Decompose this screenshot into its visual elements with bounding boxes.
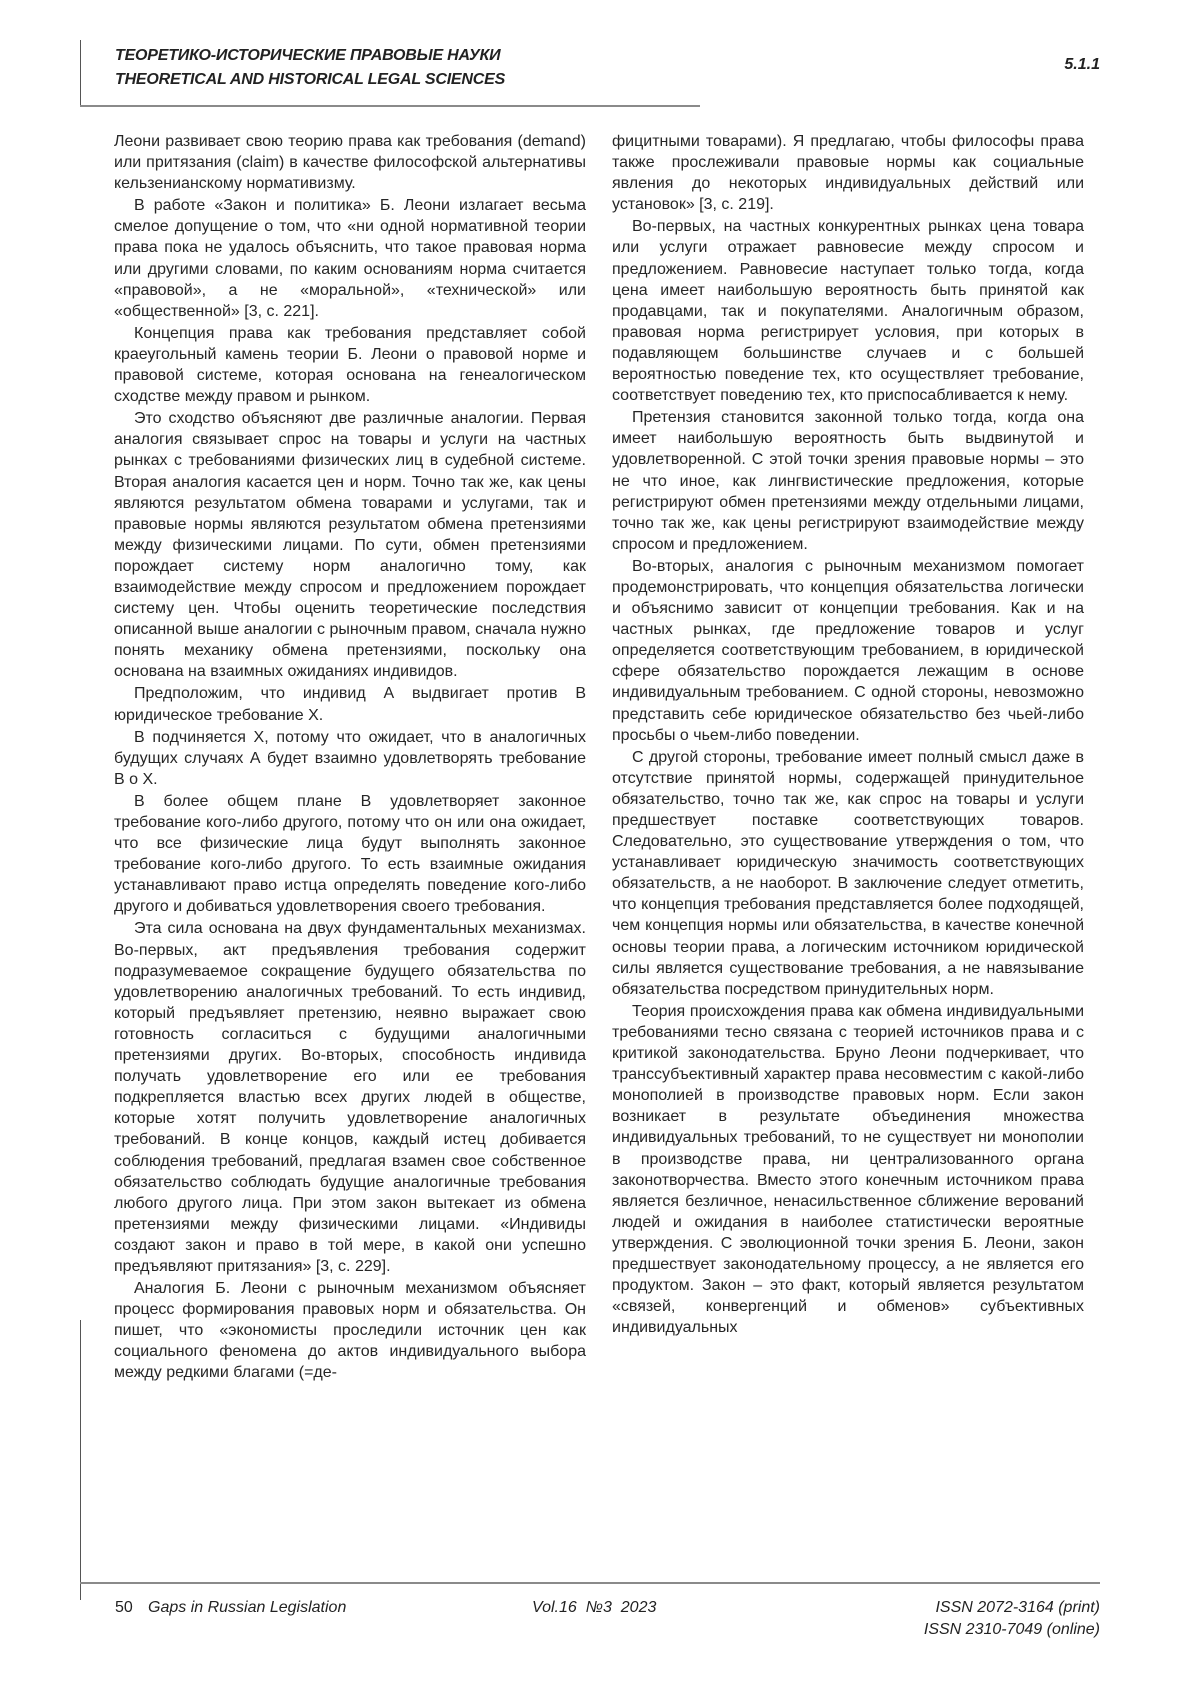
paragraph: С другой стороны, требование имеет полный смысл даже в отсутствие принятой нормы, содержащей принудительное обязательство, точно так же, как спрос на товары и услуги предшествует поставке соответствующих товаров. Следовательно, это существование утверждения о том, что устанавливает юридическую значимость соответствующих обязательств, а не наоборот. В заключение следует отметить, что концепция требования представляется более подходящей, чем концепция нормы или обязательства, в качестве конечной основы теории права, а логическим источником юридической силы является существование требования, а не навязывание обязательства посредством принудительных норм. xyxy=(612,747,1084,1000)
header-vertical-rule xyxy=(80,40,81,106)
right-column xyxy=(612,131,1084,1339)
issn-print: ISSN 2072-3164 (print) xyxy=(924,1597,1100,1619)
section-code: 5.1.1 xyxy=(1064,56,1100,74)
paragraph: В более общем плане В удовлетворяет законное требование кого-либо другого, потому что он или она ожидает, что все физические лица будут выполнять законное требование кого-либо другого. То есть взаимные ожидания устанавливают право истца определять поведение кого-либо другого и добиваться удовлетворения своего требования. xyxy=(114,791,586,918)
running-header xyxy=(115,44,505,92)
page-number: 50 xyxy=(115,1597,133,1619)
paragraph: Во-вторых, аналогия с рыночным механизмом помогает продемонстрировать, что концепция обязательства логически и объяснимо зависит от концепции требования. Как и на частных рынках, где предложение товаров и услуг определяется соответствующим требованием, в юридической сфере обязательство порождается лежащим в основе индивидуальным требованием. С одной стороны, невозможно представить себе юридическое обязательство без чьей-либо просьбы о чьем-либо поведении. xyxy=(612,556,1084,746)
paragraph: Аналогия Б. Леони с рыночным механизмом объясняет процесс формирования правовых норм и обязательства. Он пишет, что «экономисты проследили источник цен как социального феномена до актов индивидуального выбора между редкими благами (=де- xyxy=(114,1278,586,1383)
paragraph: Предположим, что индивид А выдвигает против В юридическое требование Х. xyxy=(114,683,586,725)
paragraph: Это сходство объясняют две различные аналогии. Первая аналогия связывает спрос на товары и услуги на частных рынках с требованиями физических лиц в судебной системе. Вторая аналогия касается цен и норм. Точно так же, как цены являются результатом обмена товарами и услугами, так и правовые нормы являются результатом обмена претензиями между физическими лицами. По сути, обмен претензиями порождает систему норм аналогично тому, как взаимодействие между спросом и предложением порождает систему цен. Чтобы оценить теоретические последствия описанной выше аналогии с рыночным правом, сначала нужно понять механику обмена претензиями, поскольку она основана на взаимных ожиданиях индивидов. xyxy=(114,408,586,682)
section-title-ru: ТЕОРЕТИКО-ИСТОРИЧЕСКИЕ ПРАВОВЫЕ НАУКИ xyxy=(115,44,505,68)
paragraph: Во-первых, на частных конкурентных рынках цена товара или услуги отражает равновесие между спросом и предложением. Равновесие наступает только тогда, когда цена имеет наибольшую вероятность быть принятой как продавцами, так и покупателями. Аналогичным образом, правовая норма регистрирует условия, при которых в подавляющем большинстве случаев и с большей вероятностью поведение тех, кто осуществляет требование, соответствует поведению тех, кто приспосабливается к нему. xyxy=(612,216,1084,406)
paragraph: В подчиняется Х, потому что ожидает, что в аналогичных будущих случаях А будет взаимно удовлетворять требование В о Х. xyxy=(114,727,586,790)
paragraph: В работе «Закон и политика» Б. Леони излагает весьма смелое допущение о том, что «ни одной нормативной теории права пока не удалось объяснить, что такое правовая норма или другими словами, по каким основаниям норма считается «правовой», а не «моральной», «технической» или «общественной» [3, с. 221]. xyxy=(114,195,586,322)
issue-info: Vol.16 №3 2023 xyxy=(532,1597,656,1619)
footer-vertical-rule xyxy=(80,1320,81,1600)
paragraph: Теория происхождения права как обмена индивидуальными требованиями тесно связана с теорией источников права и с критикой законодательства. Бруно Леони подчеркивает, что транссубъективный характер права несовместим с какой-либо монополией в производстве правовых норм. Если закон возникает в результате объединения множества индивидуальных требований, то не существует ни монополии в производстве права, ни централизованного органа законотворчества. Вместо этого конечным источником права является безличное, ненасильственное сближение верований людей и ожидания в наиболее статистически вероятные утверждения. С эволюционной точки зрения Б. Леони, закон предшествует законодательному процессу, а не является его продуктом. Закон – это факт, который является результатом «связей, конвергенций и обменов» субъективных индивидуальных xyxy=(612,1001,1084,1339)
footer-divider xyxy=(80,1582,1100,1584)
issn-online: ISSN 2310-7049 (online) xyxy=(924,1619,1100,1641)
section-title-en: THEORETICAL AND HISTORICAL LEGAL SCIENCES xyxy=(115,68,505,92)
paragraph: Эта сила основана на двух фундаментальных механизмах. Во-первых, акт предъявления требования содержит подразумеваемое сокращение будущего обязательства по удовлетворению аналогичных требований. То есть индивид, который предъявляет претензию, неявно выражает свою готовность согласиться с будущими аналогичными претензиями других. Во-вторых, способность индивида получать удовлетворение его или ее требования подкрепляется властью всех других людей в обществе, которые хотят получить удовлетворение аналогичных требований. В конце концов, каждый истец добивается соблюдения требований, предлагая взамен свое собственное обязательство соблюдать будущие аналогичные требования любого другого лица. При этом закон вытекает из обмена претензиями между физическими лицами. «Индивиды создают закон и право в той мере, в какой они успешно предъявляют притязания» [3, с. 229]. xyxy=(114,918,586,1277)
paragraph: фицитными товарами). Я предлагаю, чтобы философы права также прослеживали правовые нормы как социальные явления до некоторых индивидуальных действий или установок» [3, с. 219]. xyxy=(612,131,1084,215)
paragraph: Концепция права как требования представляет собой краеугольный камень теории Б. Леони о правовой норме и правовой системе, которая основана на генеалогическом сходстве между правом и рынком. xyxy=(114,323,586,407)
paragraph: Претензия становится законной только тогда, когда она имеет наибольшую вероятность быть выдвинутой и удовлетворенной. С этой точки зрения правовые нормы – это не что иное, как лингвистические предложения, которые регистрируют обмен претензиями между отдельными лицами, точно так же, как цены регистрируют взаимодействие между спросом и предложением. xyxy=(612,407,1084,555)
issn-block xyxy=(924,1597,1100,1641)
journal-name: Gaps in Russian Legislation xyxy=(148,1597,346,1619)
left-column xyxy=(114,131,586,1385)
header-divider xyxy=(80,105,700,107)
paragraph: Леони развивает свою теорию права как требования (demand) или притязания (claim) в качестве философской альтернативы кельзенианскому нормативизму. xyxy=(114,131,586,194)
